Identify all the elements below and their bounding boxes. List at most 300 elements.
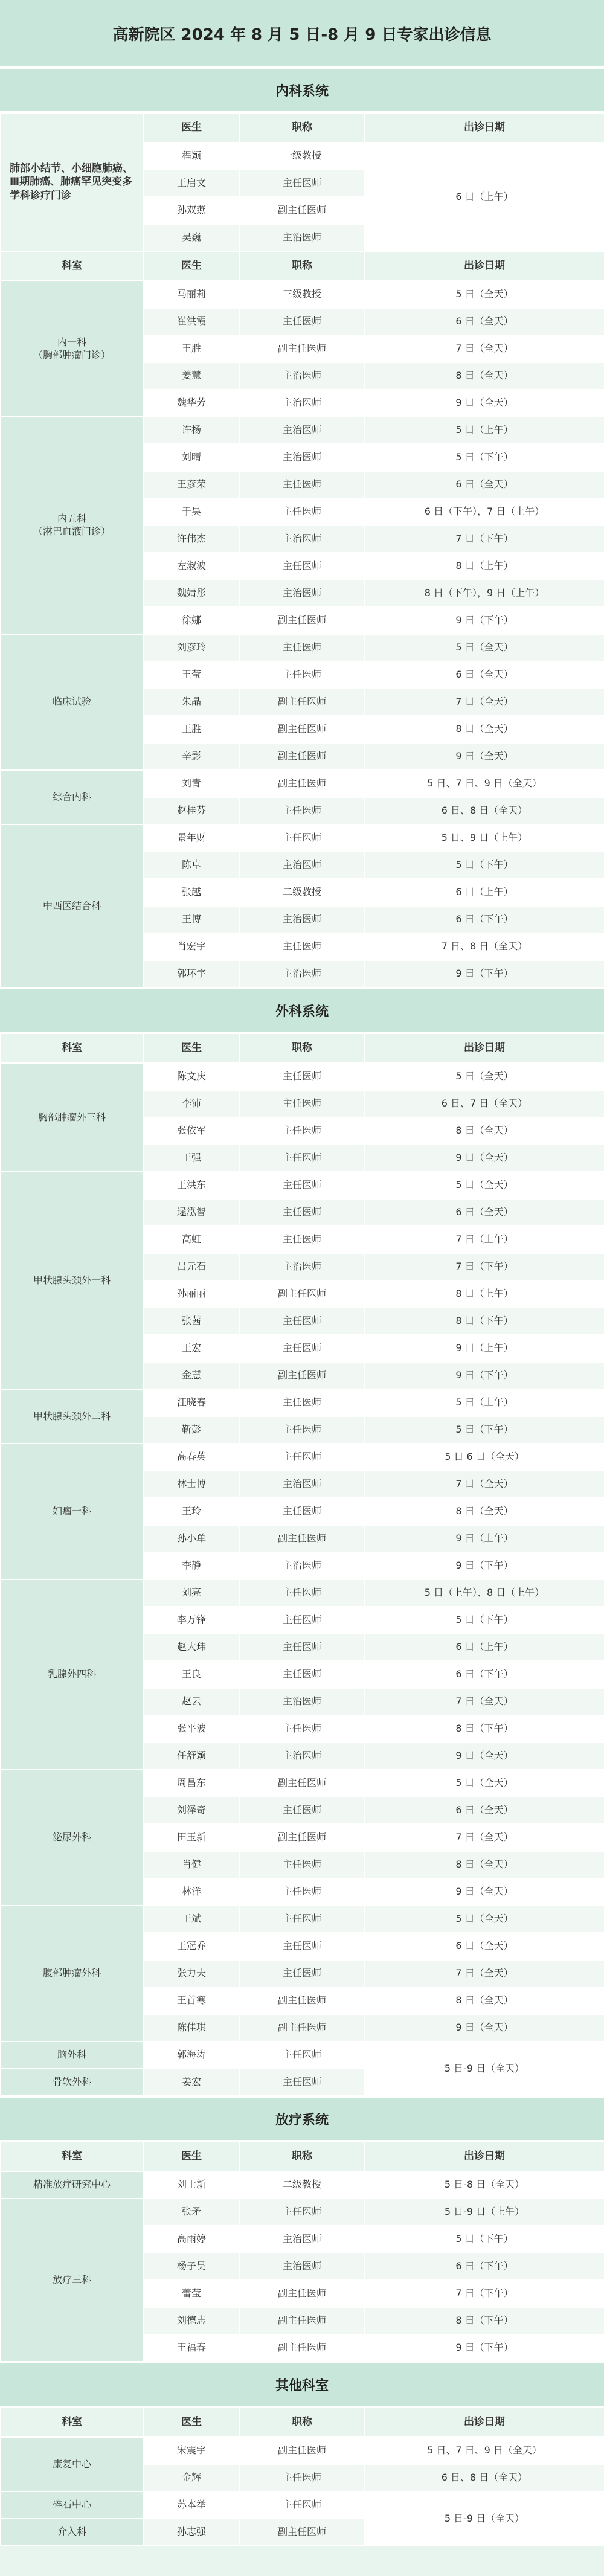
schedule-table <box>0 2141 604 2362</box>
doctor-name: 吕元石 <box>143 1253 240 1280</box>
clinic-date: 5 日（全天） <box>364 1906 604 1933</box>
clinic-date: 6 日、8 日（全天） <box>364 797 604 824</box>
clinic-date: 6 日（全天） <box>364 661 604 689</box>
doctor-name: 高雨婷 <box>143 2226 240 2253</box>
department-name: 内一科 （胸部肿瘤门诊） <box>1 281 143 417</box>
doctor-title: 副主任医师 <box>240 1987 364 2014</box>
doctor-name: 逯泓智 <box>143 1199 240 1226</box>
document-title: 高新院区 2024 年 8 月 5 日-8 月 9 日专家出诊信息 <box>0 0 604 68</box>
department-name: 泌尿外科 <box>1 1770 143 1906</box>
doctor-name: 陈佳琪 <box>143 2014 240 2041</box>
doctor-title: 主任医师 <box>240 1389 364 1416</box>
doctor-name: 辛影 <box>143 743 240 770</box>
doctor-name: 刘彦玲 <box>143 634 240 661</box>
doctor-title: 主任医师 <box>240 824 364 852</box>
department-name: 肺部小结节、小细胞肺癌、Ⅲ期肺癌、肺癌罕见突变多学科诊疗门诊 <box>1 113 143 251</box>
doctor-row <box>1 1444 604 1471</box>
doctor-title: 主任医师 <box>240 634 364 661</box>
doctor-name: 许伟杰 <box>143 525 240 553</box>
column-header-row <box>1 113 604 143</box>
doctor-title: 副主任医师 <box>240 1770 364 1797</box>
doctor-title: 主任医师 <box>240 1715 364 1742</box>
clinic-date: 7 日（全天） <box>364 1688 604 1715</box>
column-header-row <box>1 2142 604 2171</box>
schedule-table <box>0 2407 604 2546</box>
clinic-date: 7 日（全天） <box>364 1824 604 1851</box>
department-name: 内五科 （淋巴血液门诊） <box>1 417 143 634</box>
clinic-date: 5 日（下午） <box>364 1607 604 1634</box>
doctor-title: 主任医师 <box>240 1960 364 1987</box>
doctor-name: 陈文庆 <box>143 1063 240 1090</box>
doctor-title: 副主任医师 <box>240 607 364 634</box>
clinic-date: 9 日（下午） <box>364 1552 604 1579</box>
department-name: 骨软外科 <box>1 2069 143 2096</box>
clinic-date: 6 日、8 日（全天） <box>364 2464 604 2491</box>
doctor-title: 主任医师 <box>240 1335 364 1362</box>
doctor-name: 景年财 <box>143 824 240 852</box>
doctor-name: 张茜 <box>143 1308 240 1335</box>
doctor-name: 李沛 <box>143 1090 240 1117</box>
doctor-title: 主任医师 <box>240 1145 364 1172</box>
doctor-name: 金慧 <box>143 1362 240 1389</box>
doctor-name: 田玉新 <box>143 1824 240 1851</box>
doctor-name: 刘泽奇 <box>143 1797 240 1824</box>
doctor-name: 魏华芳 <box>143 390 240 417</box>
doctor-title: 主治医师 <box>240 525 364 553</box>
doctor-row <box>1 2199 604 2226</box>
doctor-title: 主任医师 <box>240 1906 364 1933</box>
doctor-name: 于昊 <box>143 498 240 525</box>
clinic-date: 8 日（全天） <box>364 1117 604 1145</box>
doctor-row <box>1 1906 604 1933</box>
doctor-title: 主任医师 <box>240 170 364 197</box>
clinic-date: 6 日、7 日（全天） <box>364 1090 604 1117</box>
clinic-date: 6 日（下午） <box>364 2253 604 2280</box>
doctor-title: 主任医师 <box>240 1444 364 1471</box>
doctor-title: 主任医师 <box>240 1416 364 1444</box>
clinic-date: 7 日（下午） <box>364 1253 604 1280</box>
doctor-title: 副主任医师 <box>240 2307 364 2334</box>
clinic-date: 7 日（全天） <box>364 689 604 716</box>
department-name: 胸部肿瘤外三科 <box>1 1063 143 1172</box>
clinic-date: 5 日（下午） <box>364 1416 604 1444</box>
doctor-name: 王博 <box>143 906 240 933</box>
column-header-date: 出诊日期 <box>364 2407 604 2437</box>
doctor-title: 主任医师 <box>240 2069 364 2096</box>
clinic-date: 9 日（下午） <box>364 960 604 988</box>
department-name: 甲状腺头颈外二科 <box>1 1389 143 1444</box>
doctor-name: 王胜 <box>143 716 240 743</box>
doctor-name: 左淑波 <box>143 553 240 580</box>
doctor-title: 主任医师 <box>240 1199 364 1226</box>
clinic-date: 5 日、7 日、9 日（全天） <box>364 770 604 797</box>
column-header-name: 医生 <box>143 113 240 143</box>
clinic-date: 6 日（全天） <box>364 1933 604 1960</box>
column-header-dept: 科室 <box>1 251 143 281</box>
doctor-name: 刘士新 <box>143 2171 240 2199</box>
doctor-title: 主任医师 <box>240 2199 364 2226</box>
department-name: 甲状腺头颈外一科 <box>1 1172 143 1389</box>
doctor-name: 吴巍 <box>143 224 240 251</box>
clinic-date: 5 日（上午） <box>364 417 604 444</box>
clinic-date: 9 日（全天） <box>364 390 604 417</box>
doctor-name: 高春英 <box>143 1444 240 1471</box>
column-header-date: 出诊日期 <box>364 113 604 143</box>
doctor-title: 主治医师 <box>240 2253 364 2280</box>
clinic-date: 6 日（全天） <box>364 471 604 498</box>
doctor-title: 主任医师 <box>240 797 364 824</box>
column-header-title: 职称 <box>240 251 364 281</box>
doctor-title: 主任医师 <box>240 1607 364 1634</box>
column-header-name: 医生 <box>143 2142 240 2171</box>
doctor-name: 李静 <box>143 1552 240 1579</box>
department-name: 乳腺外四科 <box>1 1579 143 1770</box>
clinic-date: 8 日（下午） <box>364 1715 604 1742</box>
doctor-row <box>1 1063 604 1090</box>
department-name: 中西医结合科 <box>1 824 143 988</box>
doctor-title: 主任医师 <box>240 1090 364 1117</box>
doctor-row <box>1 1579 604 1607</box>
clinic-date: 6 日（下午） <box>364 906 604 933</box>
section-heading: 外科系统 <box>0 988 604 1033</box>
doctor-title: 主任医师 <box>240 2491 364 2519</box>
doctor-title: 主治医师 <box>240 2226 364 2253</box>
doctor-title: 副主任医师 <box>240 335 364 362</box>
doctor-name: 高虹 <box>143 1226 240 1253</box>
section-heading: 内科系统 <box>0 68 604 112</box>
clinic-date: 9 日（全天） <box>364 743 604 770</box>
doctor-title: 副主任医师 <box>240 1525 364 1552</box>
doctor-row <box>1 2041 604 2069</box>
clinic-date: 6 日（全天） <box>364 1797 604 1824</box>
department-name: 临床试验 <box>1 634 143 770</box>
clinic-date: 6 日（下午） <box>364 1661 604 1688</box>
column-header-dept: 科室 <box>1 2142 143 2171</box>
clinic-date: 7 日（上午） <box>364 1226 604 1253</box>
doctor-name: 许杨 <box>143 417 240 444</box>
clinic-date: 5 日（下午） <box>364 852 604 879</box>
doctor-title: 主任医师 <box>240 498 364 525</box>
doctor-title: 二级教授 <box>240 879 364 906</box>
column-header-date: 出诊日期 <box>364 251 604 281</box>
clinic-date: 5 日-9 日（全天） <box>364 2041 604 2096</box>
clinic-date: 8 日（上午） <box>364 1280 604 1308</box>
doctor-name: 林士博 <box>143 1471 240 1498</box>
clinic-date: 5 日、9 日（上午） <box>364 824 604 852</box>
clinic-date: 5 日-9 日（全天） <box>364 2491 604 2546</box>
doctor-name: 肖健 <box>143 1851 240 1878</box>
doctor-title: 主治医师 <box>240 960 364 988</box>
column-header-title: 职称 <box>240 1033 364 1063</box>
doctor-name: 陈卓 <box>143 852 240 879</box>
clinic-date: 9 日（上午） <box>364 1525 604 1552</box>
clinic-date: 5 日（上午） <box>364 1389 604 1416</box>
doctor-name: 王良 <box>143 1661 240 1688</box>
doctor-title: 主治医师 <box>240 417 364 444</box>
clinic-date: 5 日-9 日（上午） <box>364 2199 604 2226</box>
doctor-title: 二级教授 <box>240 2171 364 2199</box>
doctor-title: 主治医师 <box>240 580 364 607</box>
doctor-name: 姜宏 <box>143 2069 240 2096</box>
clinic-date: 5 日、7 日、9 日（全天） <box>364 2437 604 2464</box>
clinic-date: 7 日（全天） <box>364 1471 604 1498</box>
doctor-title: 副主任医师 <box>240 2280 364 2307</box>
column-header-title: 职称 <box>240 2407 364 2437</box>
department-name: 妇瘤一科 <box>1 1444 143 1579</box>
doctor-title: 主治医师 <box>240 1742 364 1770</box>
doctor-name: 刘青 <box>143 770 240 797</box>
doctor-row <box>1 2437 604 2464</box>
clinic-date: 7 日、8 日（全天） <box>364 933 604 960</box>
doctor-title: 主治医师 <box>240 1253 364 1280</box>
section-heading: 放疗系统 <box>0 2096 604 2141</box>
doctor-name: 汪晓春 <box>143 1389 240 1416</box>
doctor-name: 王首寒 <box>143 1987 240 2014</box>
doctor-title: 副主任医师 <box>240 1280 364 1308</box>
column-header-row <box>1 251 604 281</box>
clinic-date: 9 日（下午） <box>364 607 604 634</box>
doctor-name: 张依军 <box>143 1117 240 1145</box>
doctor-name: 姜慧 <box>143 362 240 390</box>
doctor-title: 副主任医师 <box>240 770 364 797</box>
clinic-date: 9 日（全天） <box>364 1878 604 1906</box>
doctor-name: 王宏 <box>143 1335 240 1362</box>
column-header-title: 职称 <box>240 2142 364 2171</box>
doctor-title: 主任医师 <box>240 1579 364 1607</box>
clinic-date: 5 日（全天） <box>364 1063 604 1090</box>
doctor-title: 副主任医师 <box>240 2334 364 2362</box>
doctor-name: 苏本举 <box>143 2491 240 2519</box>
clinic-date: 7 日（下午） <box>364 525 604 553</box>
column-header-date: 出诊日期 <box>364 2142 604 2171</box>
doctor-name: 王莹 <box>143 661 240 689</box>
doctor-title: 主治医师 <box>240 906 364 933</box>
doctor-title: 主治医师 <box>240 362 364 390</box>
doctor-name: 孙小单 <box>143 1525 240 1552</box>
doctor-title: 三级教授 <box>240 281 364 308</box>
department-name: 脑外科 <box>1 2041 143 2069</box>
doctor-name: 金辉 <box>143 2464 240 2491</box>
clinic-date: 6 日（下午），7 日（上午） <box>364 498 604 525</box>
doctor-title: 主治医师 <box>240 1552 364 1579</box>
clinic-date: 7 日（全天） <box>364 1960 604 1987</box>
doctor-name: 孙志强 <box>143 2519 240 2546</box>
doctor-name: 王玲 <box>143 1498 240 1525</box>
doctor-title: 副主任医师 <box>240 1362 364 1389</box>
doctor-title: 主任医师 <box>240 933 364 960</box>
doctor-title: 主任医师 <box>240 1117 364 1145</box>
doctor-name: 张平波 <box>143 1715 240 1742</box>
clinic-date: 5 日（下午） <box>364 444 604 471</box>
schedule-table <box>0 112 604 988</box>
doctor-name: 赵大玮 <box>143 1634 240 1661</box>
clinic-date: 5 日-8 日（全天） <box>364 2171 604 2199</box>
doctor-name: 刘德志 <box>143 2307 240 2334</box>
doctor-name: 杨子昊 <box>143 2253 240 2280</box>
doctor-title: 主治医师 <box>240 1471 364 1498</box>
doctor-row <box>1 2491 604 2519</box>
doctor-name: 赵云 <box>143 1688 240 1715</box>
doctor-title: 主任医师 <box>240 1878 364 1906</box>
clinic-date: 8 日（全天） <box>364 362 604 390</box>
doctor-name: 靳彭 <box>143 1416 240 1444</box>
doctor-name: 任舒颖 <box>143 1742 240 1770</box>
doctor-name: 王强 <box>143 1145 240 1172</box>
doctor-title: 主任医师 <box>240 1661 364 1688</box>
department-name: 腹部肿瘤外科 <box>1 1906 143 2041</box>
clinic-date: 5 日（上午）、8 日（上午） <box>364 1579 604 1607</box>
doctor-name: 王胜 <box>143 335 240 362</box>
department-name: 综合内科 <box>1 770 143 824</box>
doctor-title: 主任医师 <box>240 471 364 498</box>
doctor-title: 副主任医师 <box>240 689 364 716</box>
doctor-name: 李万锋 <box>143 1607 240 1634</box>
department-name: 精准放疗研究中心 <box>1 2171 143 2199</box>
doctor-name: 王彦荣 <box>143 471 240 498</box>
doctor-name: 孙双燕 <box>143 197 240 224</box>
doctor-name: 张越 <box>143 879 240 906</box>
doctor-title: 副主任医师 <box>240 2014 364 2041</box>
department-name: 康复中心 <box>1 2437 143 2491</box>
clinic-date: 9 日（全天） <box>364 1145 604 1172</box>
doctor-name: 王启文 <box>143 170 240 197</box>
clinic-date: 7 日（下午） <box>364 2280 604 2307</box>
clinic-date: 8 日（下午） <box>364 1308 604 1335</box>
doctor-title: 主任医师 <box>240 1797 364 1824</box>
column-header-dept: 科室 <box>1 2407 143 2437</box>
column-header-name: 医生 <box>143 2407 240 2437</box>
doctor-name: 王冠乔 <box>143 1933 240 1960</box>
clinic-date: 9 日（下午） <box>364 2334 604 2362</box>
clinic-date: 6 日（全天） <box>364 1199 604 1226</box>
clinic-date: 9 日（上午） <box>364 1335 604 1362</box>
doctor-title: 主任医师 <box>240 1498 364 1525</box>
doctor-title: 主任医师 <box>240 1226 364 1253</box>
doctor-row <box>1 634 604 661</box>
doctor-name: 徐娜 <box>143 607 240 634</box>
column-header-name: 医生 <box>143 1033 240 1063</box>
doctor-name: 魏婧彤 <box>143 580 240 607</box>
doctor-name: 郭海涛 <box>143 2041 240 2069</box>
doctor-name: 肖宏宇 <box>143 933 240 960</box>
clinic-date: 8 日（下午），9 日（上午） <box>364 580 604 607</box>
doctor-title: 副主任医师 <box>240 2437 364 2464</box>
doctor-title: 主任医师 <box>240 1308 364 1335</box>
doctor-name: 王洪东 <box>143 1172 240 1199</box>
clinic-date: 5 日（下午） <box>364 2226 604 2253</box>
doctor-name: 张矛 <box>143 2199 240 2226</box>
clinic-date: 8 日（上午） <box>364 553 604 580</box>
clinic-date: 6 日（上午） <box>364 1634 604 1661</box>
doctor-name: 孙丽丽 <box>143 1280 240 1308</box>
doctor-title: 主治医师 <box>240 1688 364 1715</box>
doctor-name: 刘亮 <box>143 1579 240 1607</box>
doctor-title: 主任医师 <box>240 1634 364 1661</box>
doctor-name: 程颖 <box>143 143 240 170</box>
doctor-title: 副主任医师 <box>240 197 364 224</box>
doctor-title: 主治医师 <box>240 224 364 251</box>
doctor-title: 主任医师 <box>240 1172 364 1199</box>
doctor-title: 主任医师 <box>240 553 364 580</box>
doctor-name: 朱晶 <box>143 689 240 716</box>
column-header-name: 医生 <box>143 251 240 281</box>
column-header-row <box>1 2407 604 2437</box>
department-name: 碎石中心 <box>1 2491 143 2519</box>
doctor-title: 主任医师 <box>240 661 364 689</box>
doctor-name: 张力夫 <box>143 1960 240 1987</box>
clinic-date: 9 日（全天） <box>364 2014 604 2041</box>
doctor-title: 主任医师 <box>240 1933 364 1960</box>
doctor-title: 主治医师 <box>240 390 364 417</box>
doctor-title: 一级教授 <box>240 143 364 170</box>
clinic-date: 8 日（全天） <box>364 1498 604 1525</box>
clinic-date: 6 日（全天） <box>364 308 604 335</box>
clinic-date: 5 日 6 日（全天） <box>364 1444 604 1471</box>
doctor-title: 主治医师 <box>240 444 364 471</box>
doctor-row <box>1 1389 604 1416</box>
schedule-content <box>0 68 604 2546</box>
clinic-date: 5 日（全天） <box>364 634 604 661</box>
doctor-row <box>1 281 604 308</box>
doctor-title: 主任医师 <box>240 1063 364 1090</box>
clinic-date: 7 日（全天） <box>364 335 604 362</box>
section-heading: 其他科室 <box>0 2362 604 2407</box>
clinic-date: 9 日（全天） <box>364 1742 604 1770</box>
doctor-name: 崔洪霞 <box>143 308 240 335</box>
doctor-title: 主任医师 <box>240 308 364 335</box>
doctor-title: 主任医师 <box>240 2464 364 2491</box>
column-header-dept: 科室 <box>1 1033 143 1063</box>
clinic-date: 5 日（全天） <box>364 281 604 308</box>
doctor-title: 主任医师 <box>240 1851 364 1878</box>
doctor-title: 副主任医师 <box>240 1824 364 1851</box>
doctor-name: 赵桂芬 <box>143 797 240 824</box>
doctor-row <box>1 2171 604 2199</box>
doctor-name: 马丽莉 <box>143 281 240 308</box>
clinic-date: 8 日（全天） <box>364 1851 604 1878</box>
doctor-title: 副主任医师 <box>240 2519 364 2546</box>
doctor-title: 主任医师 <box>240 2041 364 2069</box>
doctor-name: 王斌 <box>143 1906 240 1933</box>
clinic-date: 6 日（上午） <box>364 879 604 906</box>
department-name: 介入科 <box>1 2519 143 2546</box>
doctor-name: 林洋 <box>143 1878 240 1906</box>
doctor-title: 副主任医师 <box>240 743 364 770</box>
column-header-title: 职称 <box>240 113 364 143</box>
doctor-name: 蕾莹 <box>143 2280 240 2307</box>
clinic-date: 5 日（全天） <box>364 1770 604 1797</box>
doctor-title: 副主任医师 <box>240 716 364 743</box>
doctor-row <box>1 1770 604 1797</box>
doctor-row <box>1 824 604 852</box>
clinic-date: 5 日（全天） <box>364 1172 604 1199</box>
clinic-date: 6 日（上午） <box>364 143 604 251</box>
column-header-row <box>1 1033 604 1063</box>
doctor-name: 郭环宇 <box>143 960 240 988</box>
doctor-name: 宋震宇 <box>143 2437 240 2464</box>
clinic-date: 9 日（下午） <box>364 1362 604 1389</box>
column-header-date: 出诊日期 <box>364 1033 604 1063</box>
clinic-date: 8 日（全天） <box>364 1987 604 2014</box>
clinic-date: 8 日（全天） <box>364 716 604 743</box>
doctor-row <box>1 417 604 444</box>
doctor-name: 周昌东 <box>143 1770 240 1797</box>
schedule-table <box>0 1033 604 2096</box>
clinic-date: 8 日（下午） <box>364 2307 604 2334</box>
department-name: 放疗三科 <box>1 2199 143 2362</box>
doctor-name: 王福春 <box>143 2334 240 2362</box>
doctor-row <box>1 770 604 797</box>
